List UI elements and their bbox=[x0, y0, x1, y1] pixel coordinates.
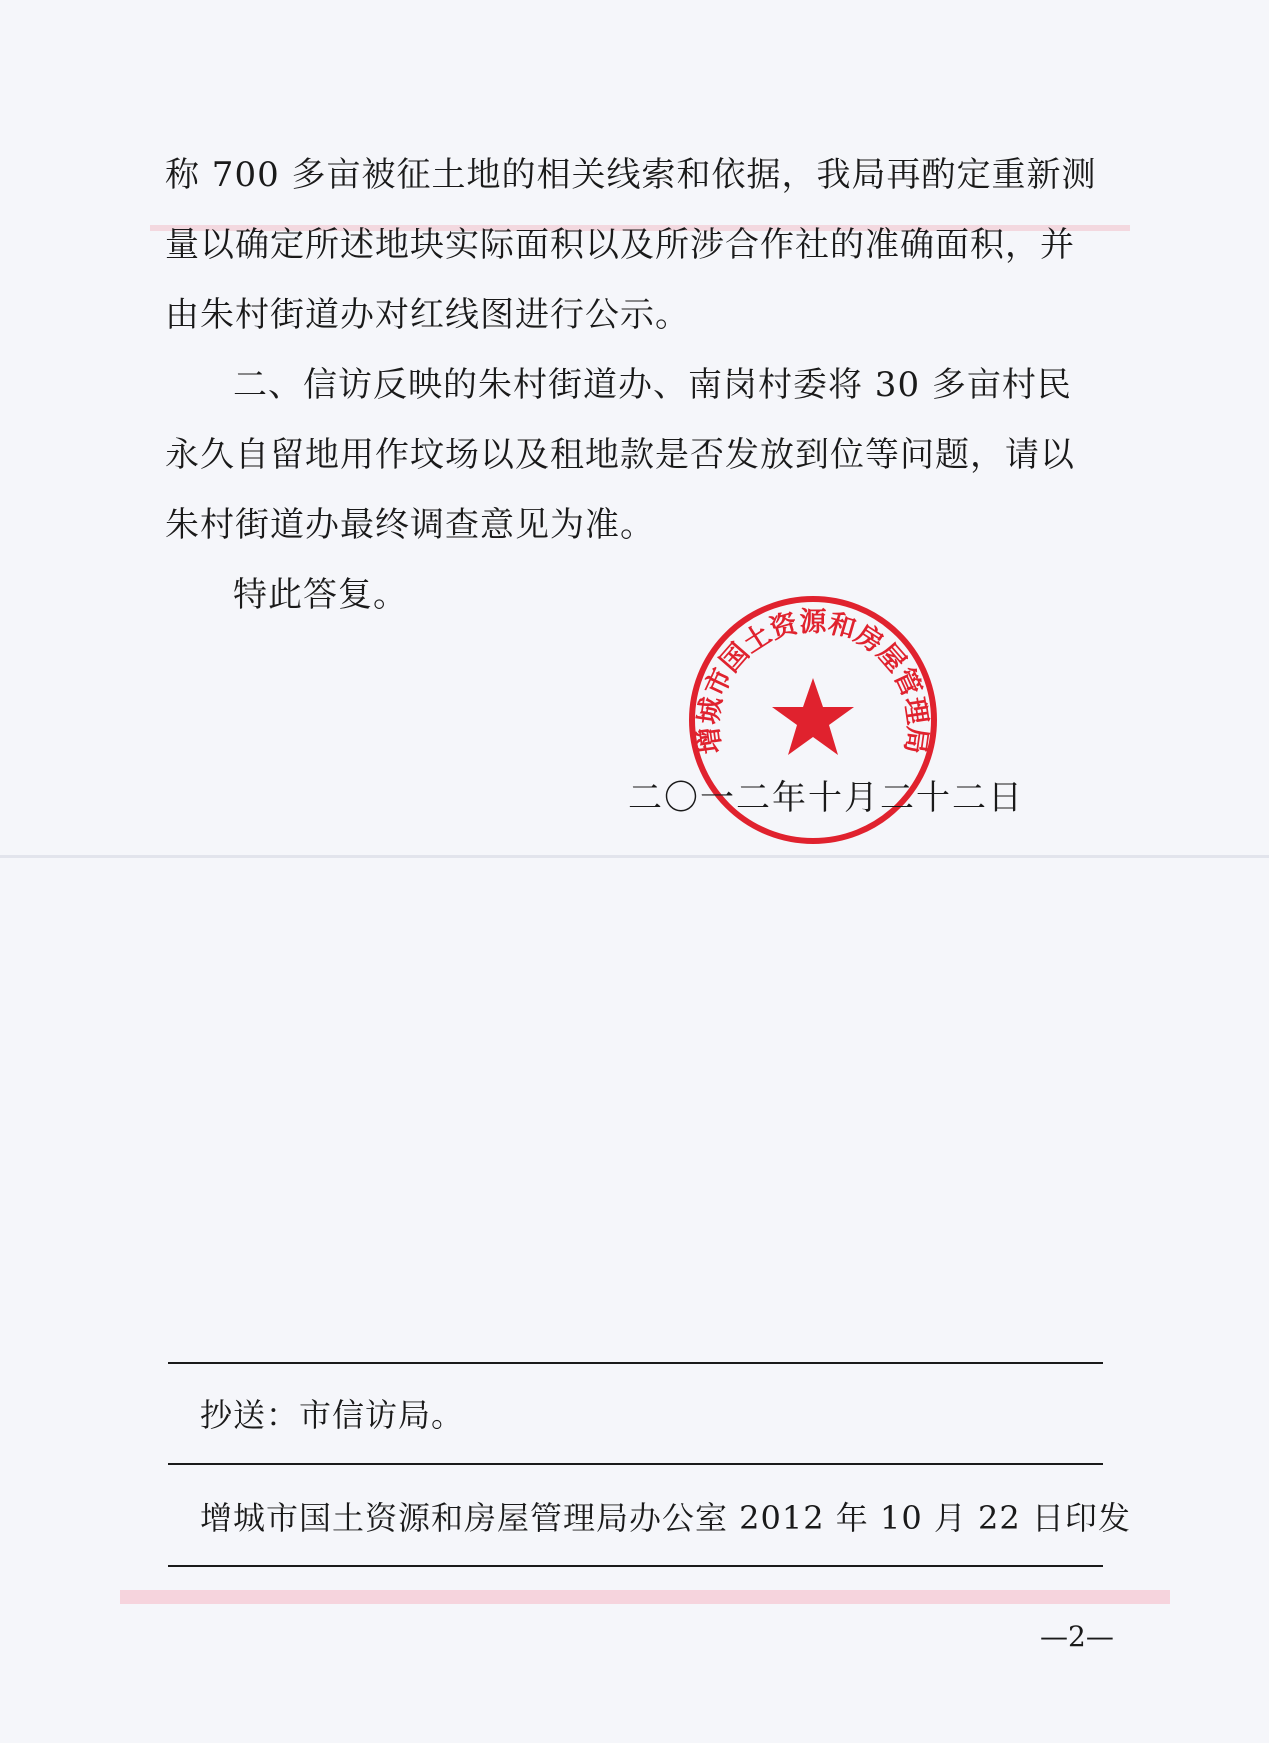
divider bbox=[168, 1362, 1103, 1364]
divider bbox=[168, 1565, 1103, 1567]
star-icon bbox=[772, 678, 854, 755]
signature-date: 二〇一二年十月二十二日 bbox=[628, 778, 1024, 818]
cc-line: 抄送：市信访局。 bbox=[200, 1396, 465, 1434]
paragraph-closing: 特此答复。 bbox=[233, 575, 408, 615]
divider bbox=[168, 1463, 1103, 1465]
paragraph-item-two: 二、信访反映的朱村街道办、南岗村委将 30 多亩村民永久自留地用作坟场以及租地款是否发放到位等问题，请以朱村街道办最终调查意见为准。 bbox=[165, 365, 1075, 545]
paragraph-continuation: 称 700 多亩被征土地的相关线索和依据，我局再酌定重新测量以确定所述地块实际面积以及所涉合作社的准确面积，并由朱村街道办对红线图进行公示。 bbox=[165, 155, 1097, 335]
page-number: —2— bbox=[1040, 1620, 1114, 1653]
issuing-office-line: 增城市国土资源和房屋管理局办公室 2012 年 10 月 22 日印发 bbox=[200, 1499, 1131, 1537]
bleed-through-band bbox=[120, 1590, 1170, 1604]
seal-text: 增城市国土资源和房屋管理局 bbox=[693, 607, 933, 756]
paper-fold bbox=[0, 855, 1269, 858]
letter-body bbox=[165, 140, 1105, 630]
